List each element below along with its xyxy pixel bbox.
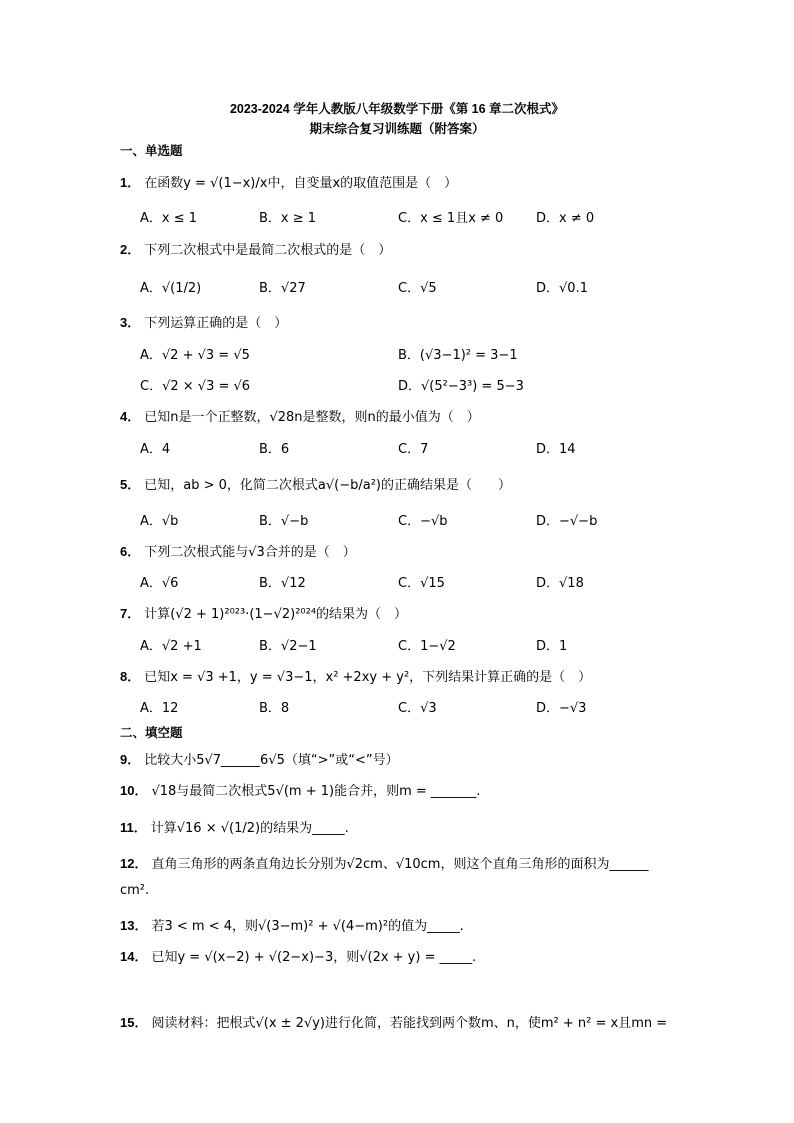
option-c[interactable]: C．√5: [398, 281, 437, 296]
page-title-line2: 期末综合复习训练题（附答案）: [309, 122, 485, 136]
option-a[interactable]: A．12: [140, 701, 179, 716]
option-c[interactable]: C．x ≤ 1且x ≠ 0: [398, 211, 504, 226]
question-text: 直角三角形的两条直角边长分别为√2cm、√10cm，则这个直角三角形的面积为______: [151, 857, 649, 872]
option-d[interactable]: D．√0.1: [536, 281, 588, 296]
question-text: 下列二次根式中是最简二次根式的是（ ）: [144, 243, 392, 258]
question-number: 11．: [120, 820, 147, 835]
question-text: 已知x = √3 +1，y = √3−1，x² +2xy + y²，下列结果计算正确的是（ ）: [144, 670, 592, 685]
option-c[interactable]: C．7: [398, 442, 429, 457]
option-c[interactable]: C．√15: [398, 576, 445, 591]
option-b[interactable]: B．x ≥ 1: [259, 211, 317, 226]
section-heading-fill-in: 二、填空题: [120, 725, 183, 740]
question-12-continued: cm².: [120, 883, 150, 898]
question-text: 比较大小5√7______6√5（填“>”或“<”号）: [144, 753, 399, 768]
question-number: 2．: [120, 242, 141, 257]
question-12: [120, 853, 648, 872]
option-b[interactable]: B．√2−1: [259, 639, 317, 654]
question-4: [120, 406, 480, 425]
question-text: 下列二次根式能与√3合并的是（ ）: [144, 545, 356, 560]
question-number: 4．: [120, 409, 141, 424]
page-title-line1: 2023-2024 学年人教版八年级数学下册《第 16 章二次根式》: [229, 102, 565, 116]
question-text: 若3 < m < 4，则√(3−m)² + √(4−m)²的值为_____.: [151, 919, 464, 934]
option-a[interactable]: A．4: [140, 442, 171, 457]
question-text: 阅读材料：把根式√(x ± 2√y)进行化简，若能找到两个数m、n，使m² + n² = x且mn =: [151, 1016, 668, 1031]
option-a[interactable]: A．√2 + √3 = √5: [140, 348, 250, 363]
option-c[interactable]: C．√2 × √3 = √6: [140, 379, 251, 394]
option-b[interactable]: B．8: [259, 701, 290, 716]
option-d[interactable]: D．−√3: [536, 701, 587, 716]
option-d[interactable]: D．1: [536, 639, 568, 654]
question-number: 7．: [120, 606, 141, 621]
question-2: [120, 239, 391, 258]
question-text: 下列运算正确的是（ ）: [144, 316, 288, 331]
question-8: [120, 666, 591, 685]
option-a[interactable]: A．√b: [140, 514, 179, 529]
question-text: 已知y = √(x−2) + √(2−x)−3，则√(2x + y) = _____.: [151, 950, 477, 965]
option-d[interactable]: D．−√−b: [536, 514, 598, 529]
option-b[interactable]: B．(√3−1)² = 3−1: [398, 348, 518, 363]
question-number: 1．: [120, 175, 141, 190]
option-a[interactable]: A．√2 +1: [140, 639, 202, 654]
question-text: 在函数y = √(1−x)/x中，自变量x的取值范围是（ ）: [144, 176, 458, 191]
question-13: [120, 915, 464, 934]
option-d[interactable]: D．14: [536, 442, 576, 457]
question-number: 8．: [120, 669, 141, 684]
question-text: 已知n是一个正整数，√28n是整数，则n的最小值为（ ）: [144, 410, 480, 425]
option-b[interactable]: B．6: [259, 442, 290, 457]
section-heading-single-choice: 一、单选题: [120, 143, 183, 158]
question-5: [120, 474, 511, 493]
option-d[interactable]: D．√18: [536, 576, 584, 591]
question-number: 3．: [120, 315, 141, 330]
question-9: [120, 749, 399, 768]
question-number: 5．: [120, 477, 141, 492]
option-c[interactable]: C．−√b: [398, 514, 448, 529]
question-text: 计算(√2 + 1)²⁰²³·(1−√2)²⁰²⁴的结果为（ ）: [144, 607, 408, 622]
question-number: 6．: [120, 544, 141, 559]
option-d[interactable]: D．x ≠ 0: [536, 211, 595, 226]
option-a[interactable]: A．√(1/2): [140, 281, 202, 296]
option-a[interactable]: A．x ≤ 1: [140, 211, 198, 226]
question-number: 15．: [120, 1015, 148, 1030]
option-c[interactable]: C．1−√2: [398, 639, 456, 654]
option-b[interactable]: B．√−b: [259, 514, 309, 529]
option-a[interactable]: A．√6: [140, 576, 179, 591]
question-1: [120, 172, 457, 191]
option-b[interactable]: B．√12: [259, 576, 306, 591]
option-b[interactable]: B．√27: [259, 281, 306, 296]
question-text: √18与最简二次根式5√(m + 1)能合并，则m = _______.: [151, 784, 481, 799]
question-14: [120, 946, 476, 965]
question-number: 12．: [120, 856, 148, 871]
question-15: [120, 1012, 667, 1031]
question-6: [120, 541, 356, 560]
question-text: 已知，ab > 0，化简二次根式a√(−b/a²)的正确结果是（ ）: [144, 478, 511, 493]
option-c[interactable]: C．√3: [398, 701, 437, 716]
question-number: 14．: [120, 949, 148, 964]
question-number: 9．: [120, 752, 141, 767]
question-number: 10．: [120, 783, 148, 798]
question-number: 13．: [120, 918, 148, 933]
question-text: 计算√16 × √(1/2)的结果为_____.: [150, 821, 349, 836]
question-3: [120, 312, 287, 331]
option-d[interactable]: D．√(5²−3³) = 5−3: [398, 379, 524, 394]
question-11: [120, 817, 349, 836]
question-10: [120, 780, 481, 799]
question-7: [120, 603, 407, 622]
